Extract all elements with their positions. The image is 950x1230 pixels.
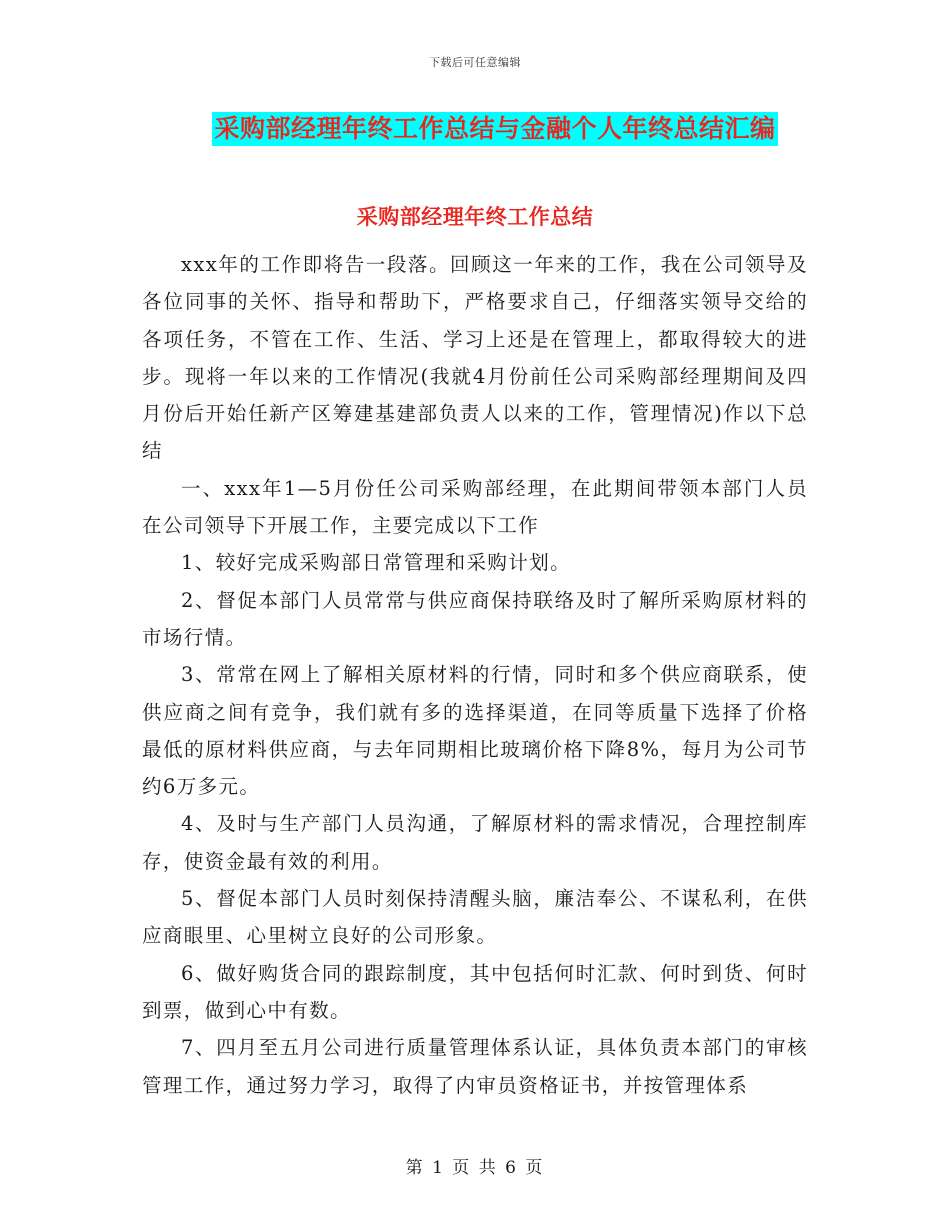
paragraph-item-1: 1、较好完成采购部日常管理和采购计划。 [181, 551, 572, 575]
document-main-title: 采购部经理年终工作总结与金融个人年终总结汇编 [212, 112, 777, 146]
paragraph-item-2: 2、督促本部门人员常常与供应商保持联络及时了解所采购原材料的市场行情。 [142, 588, 808, 649]
page-number-footer: 第 1 页 共 6 页 [405, 1158, 545, 1178]
document-body [142, 246, 808, 1104]
paragraph-section-one: 一、xxx年1—5月份任公司采购部经理，在此期间带领本部门人员在公司领导下开展工作，主要完成以下工作 [142, 476, 808, 538]
paragraph-item-6: 6、做好购货合同的跟踪制度，其中包括何时汇款、何时到货、何时到票，做到心中有数。 [142, 961, 808, 1022]
section-title: 采购部经理年终工作总结 [356, 204, 594, 229]
paragraph-item-5: 5、督促本部门人员时刻保持清醒头脑，廉洁奉公、不谋私利，在供应商眼里、心里树立良好的公司形象。 [142, 887, 808, 948]
paragraph-intro: xxx年的工作即将告一段落。回顾这一年来的工作，我在公司领导及各位同事的关怀、指导和帮助下，严格要求自己，仔细落实领导交给的各项任务，不管在工作、生活、学习上还是在管理上，都取得较大的进步。现将一年以来的工作情况(我就4月份前任公司采购部经理期间及四月份后开始任新产区筹建基建部负责人以来的工作，管理情况)作以下总结 [142, 253, 808, 463]
page-header-note: 下载后可任意编辑 [429, 56, 521, 69]
paragraph-item-4: 4、及时与生产部门人员沟通，了解原材料的需求情况，合理控制库存，使资金最有效的利用。 [142, 812, 808, 873]
main-title-container [0, 112, 950, 146]
paragraph-item-7: 7、四月至五月公司进行质量管理体系认证，具体负责本部门的审核管理工作，通过努力学习，取得了内审员资格证书，并按管理体系 [142, 1036, 808, 1097]
paragraph-item-3: 3、常常在网上了解相关原材料的行情，同时和多个供应商联系，使供应商之间有竞争，我们就有多的选择渠道，在同等质量下选择了价格最低的原材料供应商，与去年同期相比玻璃价格下降8%，每月为公司节约6万多元。 [142, 663, 808, 799]
